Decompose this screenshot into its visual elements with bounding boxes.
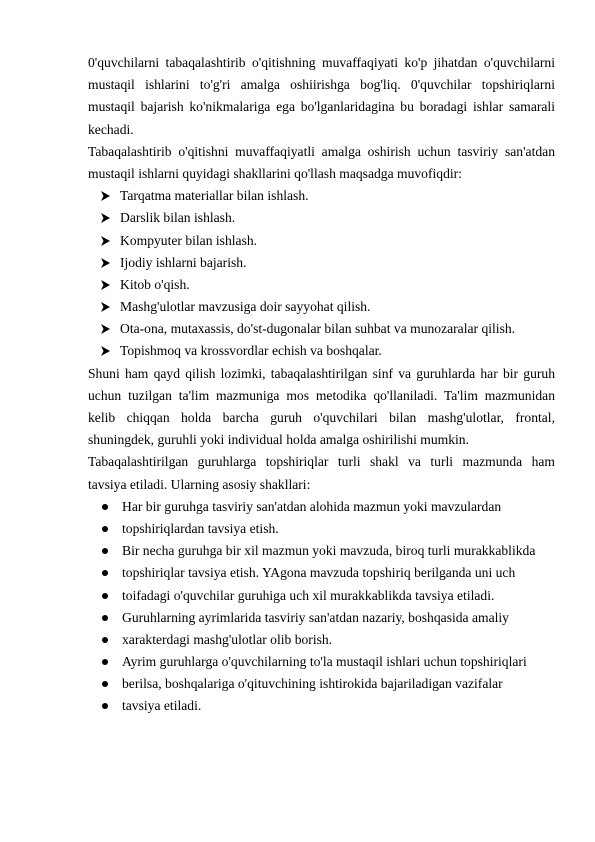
- list-item: [88, 252, 555, 274]
- text-line: 0'quvchilarni tabaqalashtirib o'qitishning muvaffaqiyati ko'p jihatdan o'quvchilarni: [88, 55, 555, 70]
- list-item: [88, 607, 555, 629]
- list-item: [88, 296, 555, 318]
- list-item: [88, 318, 555, 340]
- list-item-text: topshiriqlardan tavsiya etish.: [122, 520, 279, 536]
- list-item-text: Guruhlarning ayrimlarida tasviriy san'atdan nazariy, boshqasida amaliy: [122, 609, 509, 625]
- list-item-text: Kompyuter bilan ishlash.: [120, 232, 258, 248]
- document-page: [88, 52, 555, 718]
- list-item: [88, 185, 555, 207]
- paragraph-success-depends: [88, 52, 555, 141]
- text-line: tavsiya etiladi. Ularning asosiy shakllari:: [88, 476, 311, 492]
- dot-bullet-icon: [102, 615, 108, 621]
- arrow-bullet-icon: [101, 191, 110, 201]
- dot-bullet-list: [88, 496, 555, 718]
- text-line: Tabaqalashtirilgan guruhlarga topshiriqlar turli shakl va turli mazmunda ham: [88, 454, 555, 470]
- dot-bullet-icon: [102, 681, 108, 687]
- paragraph-task-forms: [88, 451, 555, 495]
- list-item-text: Kitob o'qish.: [120, 276, 190, 292]
- paragraph-methodology: [88, 363, 555, 452]
- text-line: kechadi.: [88, 121, 134, 137]
- list-item-text: Darslik bilan ishlash.: [120, 210, 236, 226]
- list-item: [88, 562, 555, 584]
- text-line: kelib chiqqan holda barcha guruh o'quvchilari bilan mashg'ulotlar, frontal,: [88, 410, 555, 425]
- list-item-text: berilsa, boshqalariga o'qituvchining ishtirokida bajariladigan vazifalar: [122, 676, 503, 692]
- list-item-text: xarakterdagi mashg'ulotlar olib borish.: [122, 631, 333, 647]
- arrow-bullet-icon: [101, 280, 110, 290]
- dot-bullet-icon: [102, 504, 108, 510]
- text-line: Tabaqalashtirib o'qitishni muvaffaqiyatli amalga oshirish uchun tasviriy san'atdan: [88, 143, 555, 159]
- arrow-bullet-icon: [101, 213, 110, 223]
- dot-bullet-icon: [102, 659, 108, 665]
- list-item: [88, 340, 555, 362]
- list-item: [88, 518, 555, 540]
- list-item: [88, 651, 555, 673]
- text-line: mustaqil bajarish ko'nikmalariga ega bo'lganlaridagina bu boradagi ishlar samarali: [88, 99, 555, 115]
- text-line: Shuni ham qayd qilish lozimki, tabaqalashtirilgan sinf va guruhlarda har bir guruh: [88, 365, 555, 381]
- list-item: [88, 695, 555, 717]
- list-item: [88, 540, 555, 562]
- arrow-bullet-list: [88, 185, 555, 363]
- list-item: [88, 207, 555, 229]
- list-item-text: Topishmoq va krossvordlar echish va boshqalar.: [120, 343, 382, 359]
- dot-bullet-icon: [102, 637, 108, 643]
- list-item-text: toifadagi o'quvchilar guruhiga uch xil murakkablikda tavsiya etiladi.: [122, 587, 495, 603]
- arrow-bullet-icon: [101, 258, 110, 268]
- list-item: [88, 274, 555, 296]
- list-item-text: Mashg'ulotlar mavzusiga doir sayyohat qilish.: [120, 299, 371, 315]
- list-item-text: Ayrim guruhlarga o'quvchilarning to'la mustaqil ishlari uchun topshiriqlari: [122, 654, 527, 670]
- text-line: uchun tuzilgan ta'lim mazmuniga mos metodika qo'llaniladi. Ta'lim mazmunidan: [88, 387, 555, 403]
- list-item: [88, 629, 555, 651]
- list-item: [88, 585, 555, 607]
- list-item: [88, 496, 555, 518]
- list-item-text: tavsiya etiladi.: [122, 698, 202, 714]
- text-line: shuningdek, guruhli yoki individual holda amalga oshirilishi mumkin.: [88, 432, 469, 448]
- arrow-bullet-icon: [101, 324, 110, 334]
- dot-bullet-icon: [102, 526, 108, 532]
- text-line: mustaqil ishlarni quyidagi shakllarini qo'llash maqsadga muvofiqdir:: [88, 165, 462, 181]
- list-item-text: Tarqatma materiallar bilan ishlash.: [120, 188, 309, 204]
- list-item: [88, 673, 555, 695]
- list-item-text: Ota-ona, mutaxassis, do'st-dugonalar bilan suhbat va munozaralar qilish.: [120, 321, 516, 337]
- dot-bullet-icon: [102, 548, 108, 554]
- text-line: mustaqil ishlarini to'g'ri amalga oshiirishga bog'liq. 0'quvchilar topshiriqlarni: [88, 77, 555, 93]
- list-item: [88, 230, 555, 252]
- dot-bullet-icon: [102, 593, 108, 599]
- paragraph-forms-intro: [88, 141, 555, 185]
- arrow-bullet-icon: [101, 302, 110, 312]
- arrow-bullet-icon: [101, 346, 110, 356]
- list-item-text: topshiriqlar tavsiya etish. YAgona mavzuda topshiriq berilganda uni uch: [122, 565, 516, 581]
- arrow-bullet-icon: [101, 236, 110, 246]
- list-item-text: Har bir guruhga tasviriy san'atdan alohida mazmun yoki mavzulardan: [122, 498, 502, 514]
- list-item-text: Ijodiy ishlarni bajarish.: [120, 254, 247, 270]
- list-item-text: Bir necha guruhga bir xil mazmun yoki mavzuda, biroq turli murakkablikda: [122, 543, 536, 559]
- dot-bullet-icon: [102, 570, 108, 576]
- dot-bullet-icon: [102, 703, 108, 709]
